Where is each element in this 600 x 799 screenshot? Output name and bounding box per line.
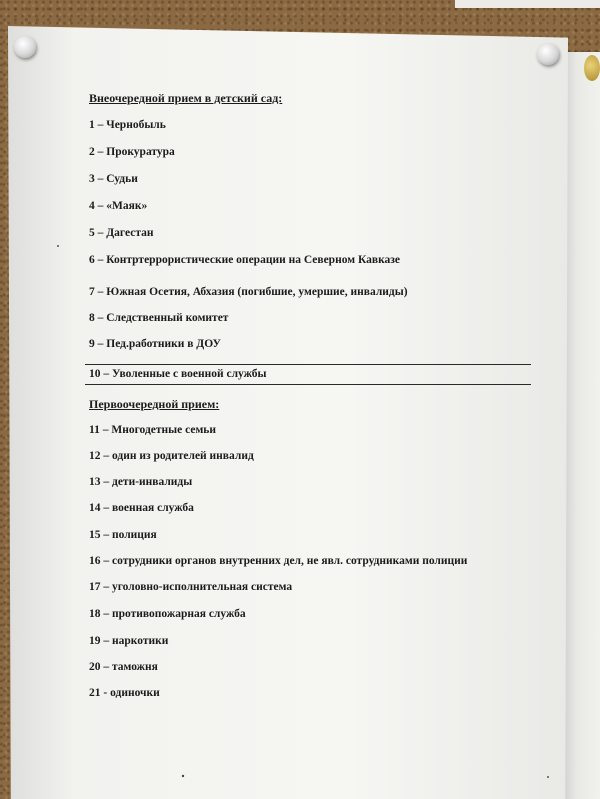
list-item: 8 – Следственный комитет (89, 312, 229, 324)
list-item: 4 – «Маяк» (89, 200, 148, 212)
list-item: 16 – сотрудники органов внутренних дел, не явл. сотрудниками полиции (89, 555, 468, 567)
list-item: 18 – противопожарная служба (89, 608, 246, 620)
list-item: 5 – Дагестан (89, 227, 154, 239)
list-item: 21 - одиночки (89, 687, 160, 699)
list-item: 6 – Контртеррористические операции на Северном Кавказе (89, 254, 401, 266)
list-item: 1 – Чернобыль (89, 119, 166, 131)
list-item: 20 – таможня (89, 661, 158, 673)
list-item: 10 – Уволенные с военной службы (89, 368, 267, 380)
list-item: 15 – полиция (89, 529, 157, 541)
list-item: 19 – наркотики (89, 635, 169, 647)
list-item: 12 – один из родителей инвалид (89, 450, 254, 462)
list-item: 11 – Многодетные семьи (89, 424, 216, 436)
list-item: 2 – Прокуратура (89, 146, 175, 158)
list-item: 17 – уголовно-исполнительная система (89, 581, 293, 593)
list-item: 3 – Судьи (89, 173, 138, 185)
list-item: 7 – Южная Осетия, Абхазия (погибшие, умершие, инвалиды) (89, 286, 408, 298)
heading-priority-extra: Внеочередной прием в детский сад: (89, 91, 283, 105)
heading-priority-first: Первоочередной прием: (89, 397, 220, 411)
list-item: 13 – дети-инвалиды (89, 476, 193, 488)
list-item: 14 – военная служба (89, 502, 194, 514)
list-item: 9 – Пед.работники в ДОУ (89, 338, 221, 350)
